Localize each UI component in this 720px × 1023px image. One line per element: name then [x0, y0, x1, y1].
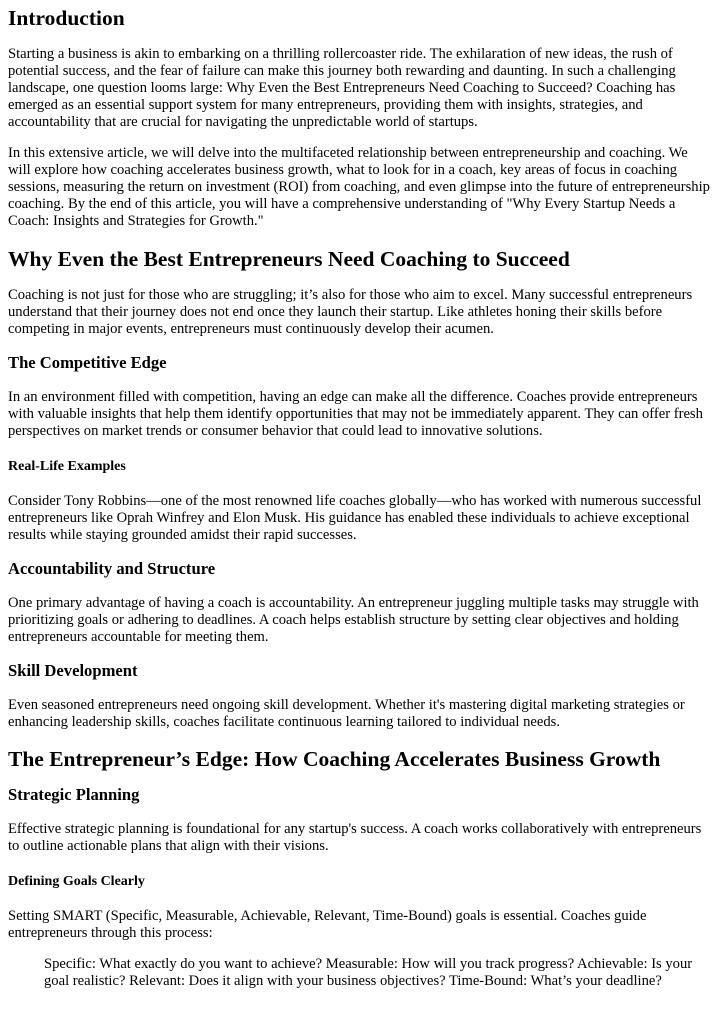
strategic-planning-paragraph: Effective strategic planning is foundational for any startup's success. A coach works collaboratively with entrepreneurs to outline actionable plans that align with their visions. [8, 821, 702, 854]
section-entrepreneurs-edge-heading: The Entrepreneur’s Edge: How Coaching Accelerates Business Growth [8, 747, 661, 771]
article-page [0, 6, 720, 990]
competitive-edge-paragraph: In an environment filled with competition, having an edge can make all the difference. Coaches provide entrepreneurs with valuable insights that help them identify opportunities that may not be immediately apparent. They can offer fresh perspectives on market trends or consumer behavior that could lead to innovative solutions. [8, 389, 703, 439]
introduction-heading: Introduction [8, 6, 125, 30]
defining-goals-paragraph: Setting SMART (Specific, Measurable, Achievable, Relevant, Time-Bound) goals is essential. Coaches guide entrepreneurs through this process: [8, 908, 647, 941]
defining-goals-heading: Defining Goals Clearly [8, 874, 145, 889]
strategic-planning-heading: Strategic Planning [8, 785, 140, 804]
introduction-paragraph-2: In this extensive article, we will delve into the multifaceted relationship between entrepreneurship and coaching. We will explore how coaching accelerates business growth, what to look for in a coach, key areas of focus in coaching sessions, measuring the return on investment (ROI) from coaching, and even glimpse into the future of entrepreneurship coaching. By the end of this article, you will have a comprehensive understanding of "Why Every Startup Needs a Coach: Insights and Strategies for Growth." [8, 145, 710, 229]
section-why-coaching-paragraph: Coaching is not just for those who are struggling; it’s also for those who aim to excel. Many successful entrepreneurs understand that their journey does not end once they launch their startup. Like athletes honing their skills before competing in major events, entrepreneurs must continuously develop their acumen. [8, 287, 693, 337]
introduction-paragraph-1: Starting a business is akin to embarking on a thrilling rollercoaster ride. The exhilaration of new ideas, the rush of potential success, and the fear of failure can make this journey both rewarding and daunting. In such a challenging landscape, one question looms large: Why Even the Best Entrepreneurs Need Coaching to Succeed? Coaching has emerged as an essential support system for many entrepreneurs, providing them with insights, strategies, and accountability that are crucial for navigating the unpredictable world of startups. [8, 46, 676, 130]
real-life-examples-paragraph: Consider Tony Robbins—one of the most renowned life coaches globally—who has worked with numerous successful entrepreneurs like Oprah Winfrey and Elon Musk. His guidance has enabled these individuals to achieve exceptional results while staying grounded amidst their rapid successes. [8, 493, 702, 543]
skill-development-heading: Skill Development [8, 661, 138, 680]
section-why-coaching-heading: Why Even the Best Entrepreneurs Need Coaching to Succeed [8, 247, 570, 271]
accountability-paragraph: One primary advantage of having a coach is accountability. An entrepreneur juggling multiple tasks may struggle with prioritizing goals or adhering to deadlines. A coach helps establish structure by setting clear objectives and holding entrepreneurs accountable for meeting them. [8, 595, 699, 645]
real-life-examples-heading: Real-Life Examples [8, 459, 126, 474]
competitive-edge-heading: The Competitive Edge [8, 353, 167, 372]
accountability-heading: Accountability and Structure [8, 559, 216, 578]
skill-development-paragraph: Even seasoned entrepreneurs need ongoing skill development. Whether it's mastering digital marketing strategies or enhancing leadership skills, coaches facilitate continuous learning tailored to individual needs. [8, 697, 685, 730]
smart-goals-quote: Specific: What exactly do you want to achieve? Measurable: How will you track progress? Achievable: Is your goal realistic? Relevant: Does it align with your business objectives? Time-Bound: What’s your deadline? [44, 956, 693, 989]
